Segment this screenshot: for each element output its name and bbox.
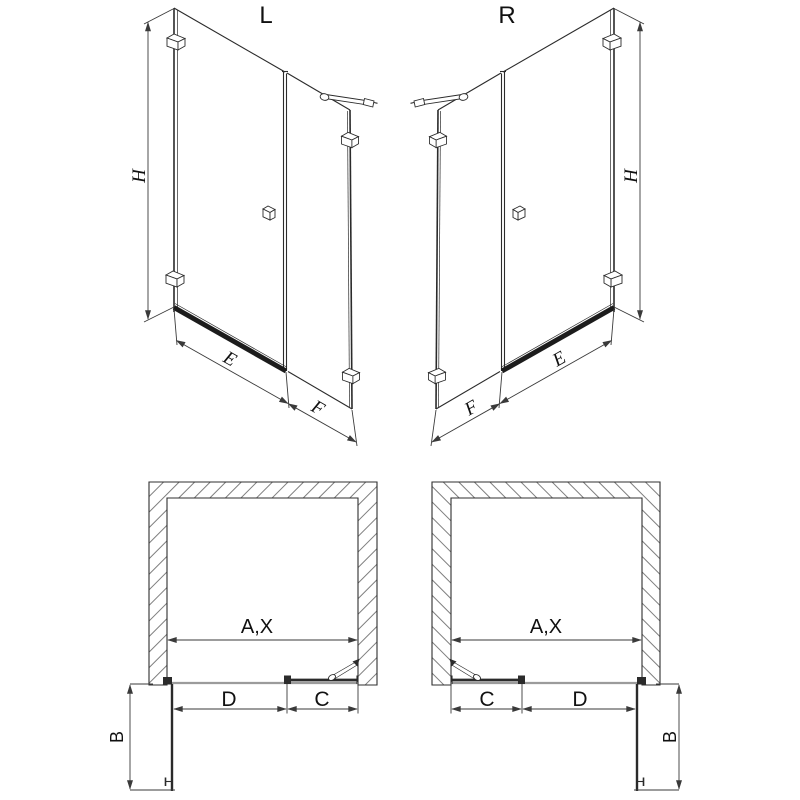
dim-label-opening-left: A,X xyxy=(240,616,274,638)
dim-label-fixed-right: C xyxy=(479,688,495,711)
front-view-right xyxy=(411,8,645,446)
dim-label-swing-right: B xyxy=(660,730,680,744)
dim-label-door-width-right: E xyxy=(549,347,570,372)
dim-label-fixed-left: C xyxy=(314,688,330,711)
dim-label-opening-right: A,X xyxy=(529,616,563,638)
dim-label-door-width-left: E xyxy=(219,347,240,372)
dim-label-fixed-width-right: F xyxy=(461,396,482,421)
view-label-right: R xyxy=(498,2,516,29)
dim-label-swing-left: B xyxy=(107,730,127,744)
front-view-left xyxy=(144,8,378,446)
dim-label-door-left: D xyxy=(221,688,237,711)
dim-label-height-left: H xyxy=(129,169,150,183)
dim-label-fixed-width-left: F xyxy=(307,396,328,421)
dim-label-height-right: H xyxy=(621,169,642,183)
view-label-left: L xyxy=(259,2,273,29)
dim-label-door-right: D xyxy=(572,688,588,711)
